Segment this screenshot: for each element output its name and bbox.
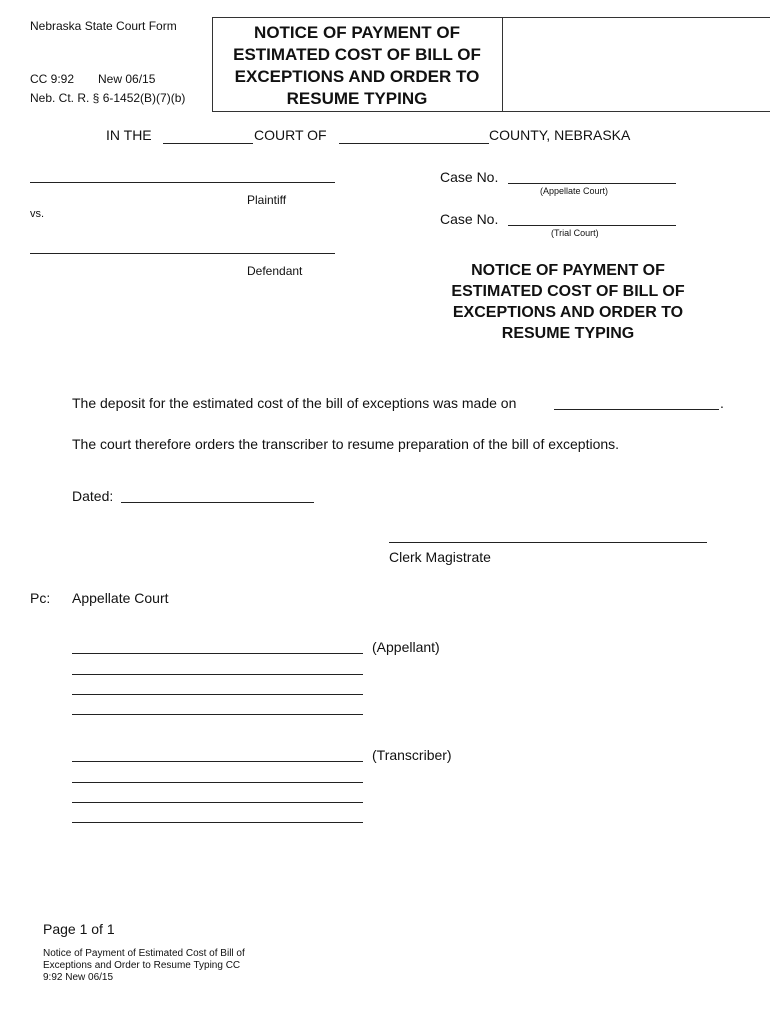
- dated-label: Dated:: [72, 488, 114, 504]
- header-title-line: ESTIMATED COST OF BILL OF: [233, 45, 481, 64]
- defendant-label: Defendant: [247, 264, 303, 278]
- caption-court-of: COURT OF: [254, 127, 327, 143]
- clerk-signature-field[interactable]: [389, 542, 707, 543]
- case-no-label-trial: Case No.: [440, 211, 499, 227]
- caption-in-the: IN THE: [106, 127, 152, 143]
- appellant-address-line-2[interactable]: [72, 674, 363, 675]
- court-type-field[interactable]: [163, 143, 253, 144]
- transcriber-address-line-4[interactable]: [72, 822, 363, 823]
- form-code: CC 9:92: [30, 72, 75, 86]
- county-name-field[interactable]: [339, 143, 489, 144]
- body-title-line: EXCEPTIONS AND ORDER TO: [452, 304, 684, 321]
- header-title-line: RESUME TYPING: [286, 89, 428, 108]
- body-title: [412, 260, 724, 344]
- order-text: The court therefore orders the transcriber to resume preparation of the bill of exceptions.: [72, 436, 620, 452]
- case-no-label-appellate: Case No.: [440, 169, 499, 185]
- transcriber-address-line-3[interactable]: [72, 802, 363, 803]
- transcriber-address-line-2[interactable]: [72, 782, 363, 783]
- body-title-line: NOTICE OF PAYMENT OF: [471, 262, 665, 279]
- appellant-address-line-4[interactable]: [72, 714, 363, 715]
- footer-note-line: Notice of Payment of Estimated Cost of Bill of: [43, 948, 245, 959]
- page-number: Page 1 of 1: [43, 921, 115, 937]
- defendant-field[interactable]: [30, 253, 335, 254]
- clerk-magistrate-label: Clerk Magistrate: [389, 549, 491, 565]
- plaintiff-label: Plaintiff: [247, 193, 287, 207]
- header-title-line: NOTICE OF PAYMENT OF: [254, 23, 460, 42]
- form-source: Nebraska State Court Form: [30, 19, 177, 33]
- vs-label: vs.: [30, 208, 45, 220]
- deposit-period: .: [720, 395, 724, 411]
- body-title-line: RESUME TYPING: [501, 325, 635, 342]
- appellate-case-no-field[interactable]: [508, 183, 676, 184]
- dated-field[interactable]: [121, 502, 314, 503]
- transcriber-label: (Transcriber): [372, 747, 452, 763]
- deposit-text: The deposit for the estimated cost of the bill of exceptions was made on: [72, 395, 517, 411]
- plaintiff-field[interactable]: [30, 182, 335, 183]
- pc-label: Pc:: [30, 590, 51, 606]
- rule-reference: Neb. Ct. R. § 6-1452(B)(7)(b): [30, 91, 186, 105]
- appellant-address-line-1[interactable]: [72, 653, 363, 654]
- form-version: New 06/15: [98, 72, 156, 86]
- transcriber-address-line-1[interactable]: [72, 761, 363, 762]
- appellate-court-label: (Appellate Court): [540, 186, 609, 196]
- footer-note-line: Exceptions and Order to Resume Typing CC: [43, 960, 241, 971]
- appellant-label: (Appellant): [372, 639, 440, 655]
- body-title-line: ESTIMATED COST OF BILL OF: [451, 283, 685, 300]
- footer-note-line: 9:92 New 06/15: [43, 972, 114, 983]
- header-title-line: EXCEPTIONS AND ORDER TO: [234, 67, 480, 86]
- trial-case-no-field[interactable]: [508, 225, 676, 226]
- footer-note: [43, 948, 245, 984]
- appellant-address-line-3[interactable]: [72, 694, 363, 695]
- pc-appellate-court: Appellate Court: [72, 590, 169, 606]
- header-divider: [502, 17, 503, 111]
- header-title: [214, 22, 500, 110]
- deposit-date-field[interactable]: [554, 409, 719, 410]
- trial-court-label: (Trial Court): [551, 228, 599, 238]
- caption-county: COUNTY, NEBRASKA: [489, 127, 631, 143]
